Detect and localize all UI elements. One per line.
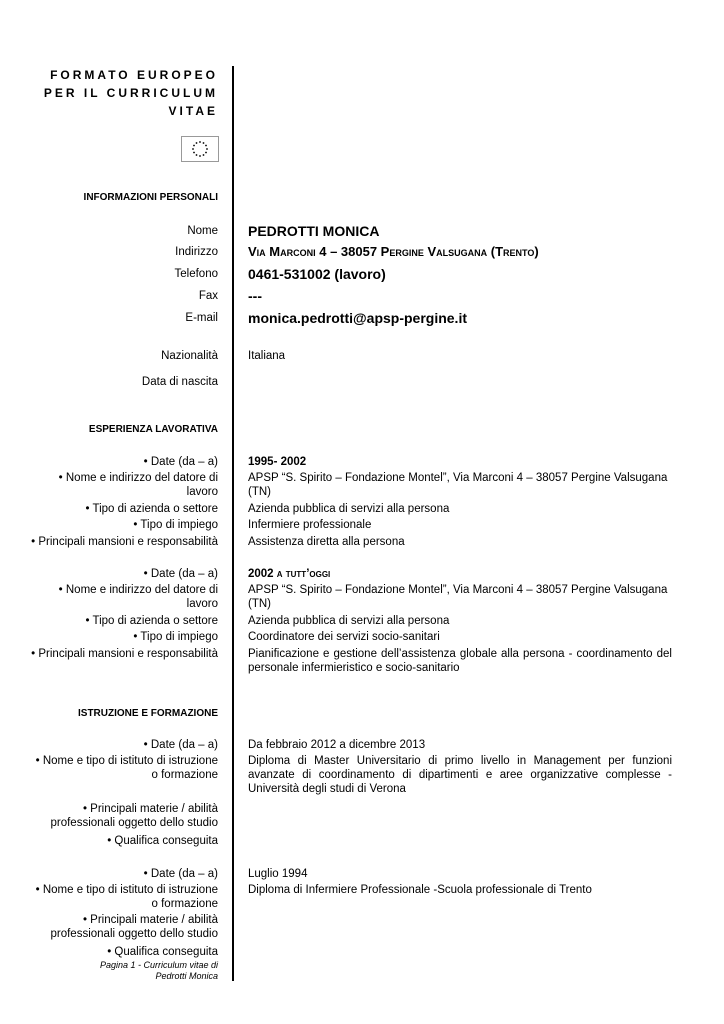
- footer-line-1: Pagina 1 - Curriculum vitae di: [99, 960, 218, 970]
- value-fax: ---: [248, 288, 262, 304]
- value-exp-date: 2002 a tutt’oggi: [248, 568, 331, 580]
- label-edu-date: • Date (da – a): [143, 868, 218, 880]
- value-exp-duties: Pianificazione e gestione dell’assistenza globale alla persona - coordinamento del personale infermieristico e socio-sanitario: [248, 648, 672, 674]
- label-edu-subjects: [50, 913, 218, 941]
- label-fax: Fax: [198, 290, 218, 302]
- label-exp-employer: • Nome e indirizzo del datore di lavoro: [58, 584, 218, 610]
- label-nazionalita: Nazionalità: [161, 350, 218, 362]
- value-nazionalita: Italiana: [248, 350, 286, 362]
- label-exp-date: • Date (da – a): [143, 456, 218, 468]
- title-line-3: VITAE: [168, 104, 218, 118]
- value-edu-date: Luglio 1994: [248, 868, 308, 880]
- label-edu-subjects-line1: • Principali materie / abilità: [82, 803, 218, 815]
- label-data-nascita: Data di nascita: [141, 376, 218, 388]
- vertical-divider: [232, 66, 234, 981]
- label-exp-job-type: • Tipo di impiego: [133, 519, 218, 531]
- value-edu-date: Da febbraio 2012 a dicembre 2013: [248, 739, 426, 751]
- label-telefono: Telefono: [174, 268, 218, 280]
- title-line-2: PER IL CURRICULUM: [43, 86, 218, 100]
- footer-line-2: Pedrotti Monica: [155, 971, 218, 981]
- section-title-personal: INFORMAZIONI PERSONALI: [83, 192, 218, 203]
- value-indirizzo: Via Marconi 4 – 38057 Pergine Valsugana (Trento): [248, 244, 539, 259]
- label-exp-job-type: • Tipo di impiego: [133, 631, 218, 643]
- label-exp-sector: • Tipo di azienda o settore: [85, 503, 218, 515]
- cv-format-title: [44, 66, 218, 120]
- value-nome: PEDROTTI MONICA: [248, 223, 380, 239]
- label-edu-qualification: • Qualifica conseguita: [107, 835, 218, 847]
- label-edu-subjects-line2: professionali oggetto dello studio: [50, 928, 218, 940]
- section-title-experience: ESPERIENZA LAVORATIVA: [88, 424, 218, 435]
- value-exp-employer: APSP “S. Spirito – Fondazione Montel”, Via Marconi 4 – 38057 Pergine Valsugana (TN): [248, 584, 668, 610]
- value-edu-institute: Diploma di Master Universitario di primo livello in Management per funzioni avanzate di coordinamento di dipartimenti e aree organizzative complesse - Università degli studi di Verona: [248, 755, 672, 795]
- label-email: E-mail: [185, 312, 218, 324]
- value-telefono: 0461-531002 (lavoro): [248, 266, 386, 282]
- value-exp-employer: APSP “S. Spirito – Fondazione Montel”, Via Marconi 4 – 38057 Pergine Valsugana (TN): [248, 472, 668, 498]
- label-edu-subjects-line1: • Principali materie / abilità: [82, 914, 218, 926]
- label-edu-qualification: • Qualifica conseguita: [107, 946, 218, 958]
- label-exp-duties: • Principali mansioni e responsabilità: [31, 648, 218, 660]
- label-exp-date: • Date (da – a): [143, 568, 218, 580]
- label-edu-subjects: [50, 802, 218, 830]
- label-edu-institute: [36, 883, 218, 911]
- value-email: monica.pedrotti@apsp-pergine.it: [248, 310, 468, 326]
- label-edu-subjects-line2: professionali oggetto dello studio: [50, 817, 218, 829]
- label-edu-institute-line2: o formazione: [151, 769, 218, 781]
- label-exp-duties: • Principali mansioni e responsabilità: [31, 536, 218, 548]
- title-line-1: FORMATO EUROPEO: [50, 68, 218, 82]
- label-edu-date: • Date (da – a): [143, 739, 218, 751]
- label-nome: Nome: [187, 225, 218, 237]
- value-exp-date: 1995- 2002: [248, 456, 307, 468]
- value-exp-job-type: Coordinatore dei servizi socio-sanitari: [248, 631, 440, 643]
- label-exp-sector: • Tipo di azienda o settore: [85, 615, 218, 627]
- eu-flag-icon: [181, 136, 219, 162]
- value-exp-job-type: Infermiere professionale: [248, 519, 372, 531]
- value-edu-institute: Diploma di Infermiere Professionale -Scuola professionale di Trento: [248, 884, 592, 896]
- value-exp-sector: Azienda pubblica di servizi alla persona: [248, 615, 450, 627]
- label-edu-institute-line1: • Nome e tipo di istituto di istruzione: [35, 884, 218, 896]
- page-footer: [100, 960, 218, 982]
- label-indirizzo: Indirizzo: [175, 246, 218, 258]
- section-title-education: ISTRUZIONE E FORMAZIONE: [78, 708, 218, 719]
- label-exp-employer: • Nome e indirizzo del datore di lavoro: [58, 472, 218, 498]
- label-edu-institute: [36, 754, 218, 782]
- label-edu-institute-line1: • Nome e tipo di istituto di istruzione: [35, 755, 218, 767]
- value-exp-duties: Assistenza diretta alla persona: [248, 536, 405, 548]
- label-edu-institute-line2: o formazione: [151, 898, 218, 910]
- value-exp-sector: Azienda pubblica di servizi alla persona: [248, 503, 450, 515]
